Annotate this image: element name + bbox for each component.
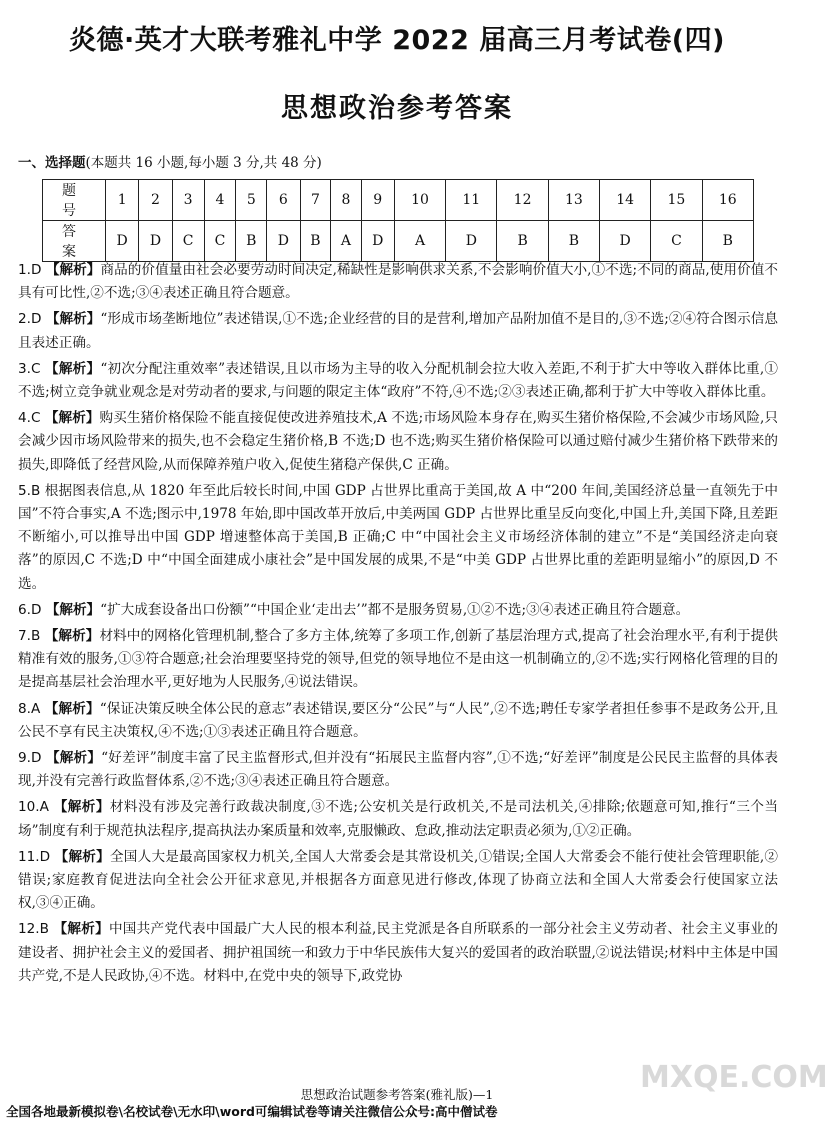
item-number: 1.D	[18, 262, 42, 278]
question-number-cell: 9	[361, 180, 394, 221]
question-number-row	[43, 180, 754, 221]
list-item	[18, 625, 778, 695]
item-tag: 【解析】	[53, 799, 110, 816]
item-number: 2.D	[18, 311, 42, 328]
answer-row	[43, 221, 754, 262]
list-item	[18, 259, 778, 305]
section-title: 一、选择题	[18, 155, 86, 171]
answer-cell: A	[394, 221, 445, 262]
question-number-cell: 5	[236, 180, 267, 221]
item-text: 购买生猪价格保险不能直接促使改进养殖技术,A 不选;市场风险本身存在,购买生猪价格保险,不会减少市场风险,只会减少因市场风险带来的损失,也不会稳定生猪价格,B 不选;D 也不选;购买生猪价格保险可以通过赔付减少生猪价格下跌带来的损失,即降低了经营风险,从而保障养殖户收入,促使生猪稳产保供,C 正确。	[18, 410, 779, 473]
answer-cell: A	[331, 221, 361, 262]
item-text: “保证决策反映全体公民的意志”表述错误,要区分“公民”与“人民”,②不选;聘任专家学者担任参事不是政务公开,且公民不享有民主决策权,④不选;①③表述正确且符合题意。	[18, 700, 778, 740]
item-text: 材料没有涉及完善行政裁决制度,③不选;公安机关是行政机关,不是司法机关,④排除;依题意可知,推行“三个当场”制度有利于规范执法程序,提高执法办案质量和效率,克服懒政、怠政,推动法定职责必须为,①②正确。	[18, 799, 779, 839]
item-text: 中国共产党代表中国最广大人民的根本利益,民主党派是各自所联系的一部分社会主义劳动者、社会主义事业的建设者、拥护社会主义的爱国者、拥护祖国统一和致力于中华民族伟大复兴的爱国者的政治联盟,②说法错误;材料中主体是中国共产党,不是人民政协,④不选。材料中,在党中央的领导下,政党协	[18, 921, 778, 984]
list-item	[18, 846, 778, 916]
list-item	[18, 358, 778, 404]
answer-cell: C	[651, 221, 702, 262]
item-tag: 【解析】	[45, 601, 101, 618]
item-number: 11.D	[18, 848, 51, 865]
question-number-cell: 3	[172, 180, 204, 221]
section-note: (本题共 16 小题,每小题 3 分,共 48 分)	[85, 155, 322, 171]
question-number-cell: 15	[651, 180, 702, 221]
item-tag: 【解析】	[44, 410, 100, 427]
question-number-cell: 11	[446, 180, 497, 221]
item-text: “形成市场垄断地位”表述错误,①不选;企业经营的目的是营利,增加产品附加值不是目的,③不选;②④符合图示信息且表述正确。	[18, 311, 778, 351]
list-item	[18, 480, 778, 596]
answer-cell: B	[497, 221, 548, 262]
list-item	[18, 407, 778, 477]
list-item	[18, 747, 778, 793]
answer-cell: D	[446, 221, 497, 262]
item-number: 12.B	[18, 921, 49, 938]
answer-table	[42, 179, 754, 262]
item-tag: 【解析】	[44, 700, 100, 717]
item-text: “好差评”制度丰富了民主监督形式,但并没有“拓展民主监督内容”,①不选;“好差评”制度是公民民主监督的具体表现,并没有完善行政监督体系,②不选;③④表述正确且符合题意。	[18, 750, 779, 790]
item-number: 5.B	[18, 482, 41, 499]
question-number-cell: 16	[702, 180, 753, 221]
answer-cell: D	[267, 221, 300, 262]
question-number-cell: 8	[331, 180, 361, 221]
corner-watermark: MXQE.COM	[640, 1060, 828, 1095]
item-tag: 【解析】	[44, 628, 100, 645]
item-text: 材料中的网格化管理机制,整合了多方主体,统筹了多项工作,创新了基层治理方式,提高了社会治理水平,有利于提供精准有效的服务,①③符合题意;社会治理要坚持党的领导,但党的领导地位不是由这一机制确立的,②不选;实行网格化管理的目的是提高基层社会治理水平,更好地为人民服务,④说法错误。	[18, 628, 779, 691]
item-text: 商品的价值量由社会必要劳动时间决定,稀缺性是影响供求关系,不会影响价值大小,①不选;不同的商品,使用价值不具有可比性,②不选;③④表述正确且符合题意。	[18, 262, 778, 302]
page-footer: 思想政治试题参考答案(雅礼版)—1	[300, 1087, 494, 1102]
answer-cell: C	[172, 221, 204, 262]
answer-cell: D	[139, 221, 172, 262]
item-tag: 【解析】	[54, 848, 110, 865]
question-number-cell: 13	[548, 180, 599, 221]
question-number-cell: 2	[139, 180, 172, 221]
list-item	[18, 698, 778, 744]
list-item	[18, 599, 778, 622]
question-number-cell: 1	[106, 180, 139, 221]
question-number-cell: 7	[300, 180, 331, 221]
list-item	[18, 796, 778, 842]
item-number: 6.D	[18, 601, 42, 618]
bottom-note: 全国各地最新模拟卷\名校试卷\无水印\word可编辑试卷等请关注微信公众号:高中僧试卷	[6, 1104, 498, 1119]
item-tag: 【解析】	[45, 750, 102, 767]
item-number: 3.C	[18, 360, 41, 377]
item-text: 全国人大是最高国家权力机关,全国人大常委会是其常设机关,①错误;全国人大常委会不能行使社会管理职能,②错误;家庭教育促进法向全社会公开征求意见,并根据各方面意见进行修改,体现了协商立法和全国人大常委会行使国家立法权,③④正确。	[18, 848, 779, 912]
question-number-cell: 14	[600, 180, 651, 221]
item-tag: 【解析】	[45, 360, 101, 377]
answer-cell: C	[204, 221, 236, 262]
explanation-list	[18, 259, 778, 991]
list-item	[18, 918, 778, 988]
item-tag: 【解析】	[45, 262, 101, 278]
row-label: 答 案	[43, 221, 106, 262]
row-label: 题 号	[43, 180, 106, 221]
item-number: 9.D	[18, 750, 42, 767]
page-subtitle: 思想政治参考答案	[281, 93, 513, 124]
item-number: 4.C	[18, 410, 41, 427]
item-number: 10.A	[18, 799, 49, 816]
item-text: “扩大成套设备出口份额”“中国企业‘走出去’”都不是服务贸易,①②不选;③④表述正确且符合题意。	[100, 601, 690, 618]
section-heading	[18, 151, 322, 171]
exam-title: 炎德·英才大联考雅礼中学 2022 届高三月考试卷(四)	[69, 25, 725, 56]
item-number: 8.A	[18, 700, 41, 717]
answer-cell: D	[106, 221, 139, 262]
answer-cell: D	[361, 221, 394, 262]
answer-cell: B	[548, 221, 599, 262]
answer-cell: B	[300, 221, 331, 262]
question-number-cell: 10	[394, 180, 445, 221]
item-text: “初次分配注重效率”表述错误,且以市场为主导的收入分配机制会拉大收入差距,不利于扩大中等收入群体比重,①不选;树立竞争就业观念是对劳动者的要求,与问题的限定主体“政府”不符,④不选;②③表述正确,都利于扩大中等收入群体比重。	[18, 360, 779, 401]
item-text: 根据图表信息,从 1820 年至此后较长时间,中国 GDP 占世界比重高于美国,故 A 中“200 年间,美国经济总量一直领先于中国”不符合事实,A 不选;图示中,1978 年始,即中国改革开放后,中美两国 GDP 占世界比重呈反向变化,中国上升,美国下降,且差距不断缩小,可以推导出中国 GDP 增速整体高于美国,B 正确;C 中“中国社会主义市场经济体制的建立”不是“美国经济走向衰落”的原因,C 不选;D 中“中国全面建成小康社会”是中国发展的成果,不是“中美 GDP 占世界比重的差距明显缩小”的原因,D 不选。	[18, 482, 778, 592]
answer-cell: B	[702, 221, 753, 262]
question-number-cell: 4	[204, 180, 236, 221]
list-item	[18, 308, 778, 354]
question-number-cell: 6	[267, 180, 300, 221]
item-tag: 【解析】	[53, 921, 109, 938]
item-number: 7.B	[18, 628, 41, 645]
answer-cell: B	[236, 221, 267, 262]
question-number-cell: 12	[497, 180, 548, 221]
item-tag: 【解析】	[45, 311, 101, 328]
answer-cell: D	[600, 221, 651, 262]
